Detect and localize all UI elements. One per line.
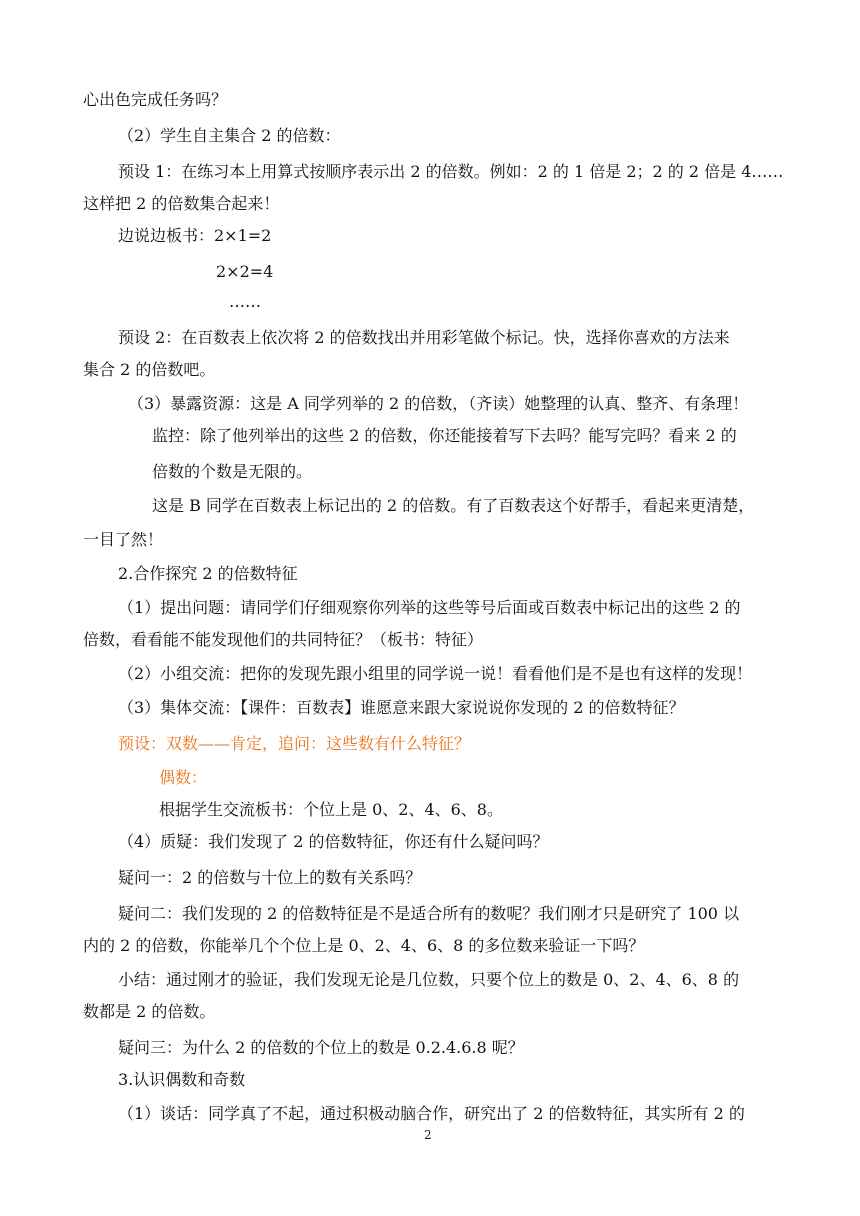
text-line: 倍数，看看能不能发现他们的共同特征？（板书：特征） (83, 630, 484, 649)
text-line: 疑问一：2 的倍数与十位上的数有关系吗？ (118, 868, 422, 887)
highlighted-text-line: 偶数： (159, 768, 208, 787)
text-line: （1）谈话：同学真了不起，通过积极动脑合作，研究出了 2 的倍数特征，其实所有 2 的 (118, 1104, 745, 1123)
section-heading: 2.合作探究 2 的倍数特征 (118, 564, 298, 583)
text-line: 疑问三：为什么 2 的倍数的个位上的数是 0.2.4.6.8 呢？ (118, 1038, 524, 1057)
text-line: 数都是 2 的倍数。 (83, 1002, 216, 1021)
text-line: 2×2=4 (216, 262, 274, 281)
highlighted-text-line: 预设：双数——肯定，追问：这些数有什么特征？ (118, 734, 471, 753)
text-line: 一目了然！ (83, 530, 164, 549)
text-line: 集合 2 的倍数吧。 (83, 360, 216, 379)
text-line: （2）小组交流：把你的发现先跟小组里的同学说一说！看看他们是不是也有这样的发现！ (118, 664, 753, 683)
text-line: 小结：通过刚才的验证，我们发现无论是几位数，只要个位上的数是 0、2、4、6、8 的 (118, 970, 740, 989)
text-line: 监控：除了他列举出的这些 2 的倍数，你还能接着写下去吗？能写完吗？看来 2 的 (152, 426, 737, 445)
text-line: 倍数的个数是无限的。 (152, 462, 313, 481)
text-line: （1）提出问题：请同学们仔细观察你列举的这些等号后面或百数表中标记出的这些 2 的 (118, 598, 741, 617)
section-heading: 3.认识偶数和奇数 (118, 1070, 246, 1089)
text-line: 内的 2 的倍数，你能举几个个位上是 0、2、4、6、8 的多位数来验证一下吗？ (83, 936, 645, 955)
text-line: 这是 B 同学在百数表上标记出的 2 的倍数。有了百数表这个好帮手，看起来更清楚， (152, 496, 755, 515)
page-number: 2 (424, 1128, 432, 1142)
text-line: （4）质疑：我们发现了 2 的倍数特征，你还有什么疑问吗？ (118, 832, 549, 851)
text-line: （3）集体交流：【课件：百数表】谁愿意来跟大家说说你发现的 2 的倍数特征？ (118, 698, 685, 717)
text-line: 疑问二：我们发现的 2 的倍数特征是不是适合所有的数呢？我们刚才只是研究了 100 以 (118, 904, 740, 923)
text-line: 预设 2：在百数表上依次将 2 的倍数找出并用彩笔做个标记。快，选择你喜欢的方法来 (118, 328, 730, 347)
text-line: 心出色完成任务吗？ (83, 90, 228, 109)
text-line: 边说边板书：2×1=2 (118, 226, 272, 245)
text-line: …… (229, 292, 261, 311)
text-line: （3）暴露资源：这是 A 同学列举的 2 的倍数，（齐读）她整理的认真、整齐、有条理！ (128, 394, 749, 413)
text-line: 预设 1：在练习本上用算式按顺序表示出 2 的倍数。例如：2 的 1 倍是 2；2 的 2 倍是 4…… (118, 162, 784, 181)
text-line: 根据学生交流板书：个位上是 0、2、4、6、8。 (159, 800, 503, 819)
text-line: 这样把 2 的倍数集合起来！ (83, 194, 280, 213)
text-line: （2）学生自主集合 2 的倍数： (118, 126, 341, 145)
